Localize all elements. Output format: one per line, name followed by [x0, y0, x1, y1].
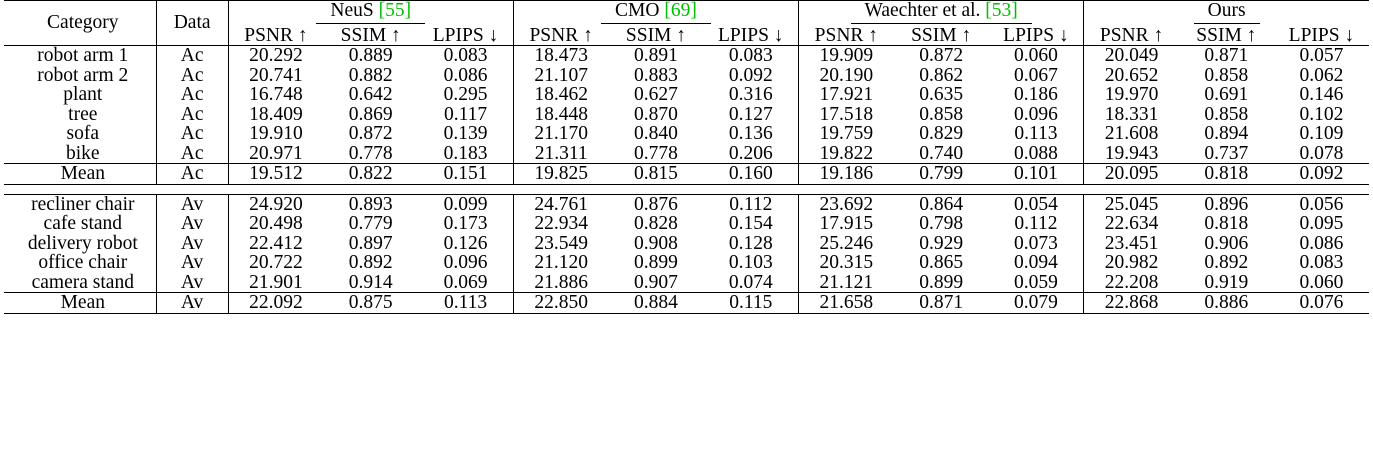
header-metric-psnr-ours: PSNR ↑ — [1084, 26, 1179, 46]
cell-value: 0.778 — [634, 142, 678, 164]
header-metric-lpips-neus: LPIPS ↓ — [432, 24, 499, 46]
cell-value: 0.186 — [1014, 84, 1058, 105]
cell-value: 18.331 — [1084, 105, 1179, 125]
cell-value: 0.146 — [1299, 84, 1344, 105]
table-row — [4, 46, 1369, 66]
header-group-waechter-name: Waechter et al. — [864, 0, 981, 21]
row-category: sofa — [66, 123, 100, 144]
cell-value: 0.858 — [919, 103, 964, 125]
cell-value: 0.173 — [443, 213, 488, 234]
cell-value: 0.088 — [1014, 142, 1058, 164]
row-category: plant — [63, 84, 103, 105]
cell-value: 0.778 — [348, 142, 393, 164]
cell-value: 0.906 — [1204, 232, 1249, 254]
cell-value: 0.929 — [919, 232, 964, 254]
table-row — [4, 105, 1369, 125]
cell-value: 0.054 — [1014, 193, 1058, 215]
row-category: robot arm 2 — [37, 64, 129, 86]
cell-value: 0.078 — [1299, 142, 1344, 164]
header-metric-ssim-ours: SSIM ↑ — [1196, 24, 1257, 46]
cell-value: 0.737 — [1204, 142, 1249, 164]
header-group-neus-citation[interactable]: [55] — [378, 0, 412, 21]
header-metric-psnr-cmo: PSNR ↑ — [513, 26, 608, 46]
cell-value: 0.889 — [323, 46, 418, 66]
cell-value: 0.183 — [443, 142, 488, 164]
cell-value: 0.891 — [608, 46, 703, 66]
cell-value: 0.872 — [348, 123, 393, 144]
row-data: Ac — [156, 85, 228, 105]
table-row-mean — [4, 293, 1369, 314]
cell-value: 0.871 — [894, 293, 989, 314]
header-group-cmo-name: CMO — [615, 0, 660, 21]
cell-value: 0.136 — [728, 123, 773, 144]
cell-value: 0.892 — [348, 252, 393, 273]
cell-value: 0.094 — [1014, 252, 1058, 273]
cell-value: 21.170 — [513, 124, 608, 144]
cell-value: 19.909 — [799, 46, 894, 66]
cell-value: 0.691 — [1204, 84, 1249, 105]
cell-value: 0.869 — [348, 103, 393, 125]
cell-value: 0.206 — [728, 142, 773, 164]
cell-value: 22.850 — [513, 293, 608, 314]
cell-value: 0.907 — [634, 271, 678, 293]
cell-value: 20.971 — [228, 144, 323, 164]
row-data: Av — [156, 234, 228, 254]
cell-value: 21.901 — [228, 273, 323, 293]
cell-value: 0.865 — [919, 252, 964, 273]
row-category: robot arm 1 — [4, 46, 156, 66]
cell-value: 0.871 — [1179, 46, 1274, 66]
cell-value: 18.409 — [228, 105, 323, 125]
cell-value: 16.748 — [228, 85, 323, 105]
row-category: Mean — [4, 293, 156, 314]
table-row — [4, 214, 1369, 234]
cell-value: 25.045 — [1084, 195, 1179, 215]
cell-value: 22.868 — [1084, 293, 1179, 314]
cell-value: 21.107 — [513, 66, 608, 86]
cell-value: 22.092 — [228, 293, 323, 314]
cell-value: 20.741 — [228, 66, 323, 86]
cell-value: 0.872 — [894, 46, 989, 66]
cell-value: 0.109 — [1299, 123, 1344, 144]
cell-value: 24.761 — [513, 195, 608, 215]
cell-value: 0.086 — [443, 64, 488, 86]
cell-value: 19.970 — [1084, 85, 1179, 105]
row-data: Av — [156, 293, 228, 314]
cell-value: 17.921 — [799, 85, 894, 105]
row-data: Ac — [156, 66, 228, 86]
cell-value: 0.083 — [1299, 252, 1344, 273]
cell-value: 0.882 — [348, 64, 393, 86]
header-metric-psnr-waechter: PSNR ↑ — [799, 26, 894, 46]
row-data: Ac — [156, 144, 228, 164]
cell-value: 0.818 — [1179, 164, 1274, 185]
cell-value: 0.908 — [634, 232, 678, 254]
row-category: cafe stand — [43, 213, 123, 234]
cell-value: 0.896 — [1204, 193, 1249, 215]
cell-value: 23.692 — [799, 195, 894, 215]
cell-value: 0.876 — [634, 193, 678, 215]
cell-value: 24.920 — [228, 195, 323, 215]
header-group-waechter-citation[interactable]: [53] — [985, 0, 1018, 21]
table-row — [4, 124, 1369, 144]
cell-value: 0.069 — [443, 271, 488, 293]
cell-value: 0.092 — [1274, 164, 1369, 185]
cell-value: 21.121 — [799, 273, 894, 293]
cell-value: 0.884 — [608, 293, 703, 314]
cell-value: 0.914 — [348, 271, 393, 293]
header-metric-ssim-neus: SSIM ↑ — [340, 24, 401, 46]
cell-value: 0.076 — [1274, 293, 1369, 314]
cell-value: 0.818 — [1204, 213, 1249, 234]
cell-value: 0.060 — [989, 46, 1084, 66]
cell-value: 0.115 — [703, 293, 798, 314]
cell-value: 21.658 — [799, 293, 894, 314]
cell-value: 22.208 — [1084, 273, 1179, 293]
cell-value: 0.128 — [728, 232, 773, 254]
cell-value: 0.899 — [634, 252, 678, 273]
cell-value: 0.151 — [418, 164, 513, 185]
cell-value: 17.518 — [799, 105, 894, 125]
cell-value: 21.886 — [513, 273, 608, 293]
section-divider — [4, 184, 1369, 194]
table-row — [4, 273, 1369, 293]
row-category: Mean — [4, 164, 156, 185]
table-row — [4, 144, 1369, 164]
table-row — [4, 66, 1369, 86]
row-category: bike — [66, 142, 100, 164]
cell-value: 0.079 — [989, 293, 1084, 314]
cell-value: 19.822 — [799, 144, 894, 164]
cell-value: 20.652 — [1084, 66, 1179, 86]
row-category: office chair — [38, 252, 128, 273]
cell-value: 18.448 — [513, 105, 608, 125]
cell-value: 0.627 — [634, 84, 678, 105]
cell-value: 0.316 — [728, 84, 773, 105]
cell-value: 25.246 — [799, 234, 894, 254]
cell-value: 19.825 — [513, 164, 608, 185]
cell-value: 0.112 — [1014, 213, 1058, 234]
cell-value: 20.095 — [1084, 164, 1179, 185]
row-data: Ac — [156, 105, 228, 125]
header-group-neus-name: NeuS — [330, 0, 374, 21]
cell-value: 0.113 — [418, 293, 513, 314]
cell-value: 0.154 — [728, 213, 773, 234]
cell-value: 0.112 — [729, 193, 773, 215]
cell-value: 0.779 — [348, 213, 393, 234]
cell-value: 19.759 — [799, 124, 894, 144]
cell-value: 0.117 — [443, 103, 488, 125]
cell-value: 0.897 — [348, 232, 393, 254]
cell-value: 20.190 — [799, 66, 894, 86]
cell-value: 0.635 — [919, 84, 964, 105]
cell-value: 0.160 — [703, 164, 798, 185]
cell-value: 20.722 — [228, 253, 323, 273]
cell-value: 0.102 — [1299, 103, 1344, 125]
cell-value: 0.056 — [1299, 193, 1344, 215]
row-category: delivery robot — [27, 232, 138, 254]
cell-value: 0.060 — [1299, 271, 1344, 293]
cell-value: 0.083 — [418, 46, 513, 66]
header-group-ours — [1084, 1, 1369, 26]
table-row — [4, 253, 1369, 273]
row-data: Ac — [156, 124, 228, 144]
header-metric-ssim-cmo: SSIM ↑ — [625, 24, 687, 46]
cell-value: 19.186 — [799, 164, 894, 185]
cell-value: 21.120 — [513, 253, 608, 273]
cell-value: 0.295 — [443, 84, 488, 105]
table-row — [4, 85, 1369, 105]
cell-value: 0.886 — [1179, 293, 1274, 314]
cell-value: 19.910 — [228, 124, 323, 144]
header-metric-lpips-cmo: LPIPS ↓ — [717, 24, 784, 46]
header-group-cmo-citation[interactable]: [69] — [664, 0, 697, 21]
cell-value: 0.103 — [728, 252, 773, 273]
cell-value: 0.875 — [323, 293, 418, 314]
cell-value: 0.092 — [728, 64, 773, 86]
cell-value: 0.073 — [1014, 232, 1058, 254]
cell-value: 18.473 — [513, 46, 608, 66]
cell-value: 20.049 — [1084, 46, 1179, 66]
cell-value: 0.101 — [989, 164, 1084, 185]
cell-value: 0.740 — [919, 142, 964, 164]
cell-value: 0.919 — [1204, 271, 1249, 293]
cell-value: 22.412 — [228, 234, 323, 254]
cell-value: 20.292 — [228, 46, 323, 66]
cell-value: 0.862 — [919, 64, 964, 86]
row-data: Av — [156, 214, 228, 234]
header-group-neus — [228, 1, 513, 26]
row-data: Av — [156, 273, 228, 293]
cell-value: 0.083 — [703, 46, 798, 66]
cell-value: 0.893 — [348, 193, 393, 215]
row-data: Ac — [156, 46, 228, 66]
cell-value: 0.858 — [1204, 64, 1249, 86]
cell-value: 23.451 — [1084, 234, 1179, 254]
cell-value: 0.062 — [1299, 64, 1344, 86]
cell-value: 0.067 — [1014, 64, 1058, 86]
header-group-ours-name: Ours — [1207, 0, 1246, 21]
results-table — [4, 0, 1369, 314]
cell-value: 21.608 — [1084, 124, 1179, 144]
cell-value: 0.894 — [1204, 123, 1249, 144]
cell-value: 17.915 — [799, 214, 894, 234]
cell-value: 0.126 — [443, 232, 488, 254]
cell-value: 22.934 — [513, 214, 608, 234]
cell-value: 0.127 — [728, 103, 773, 125]
cell-value: 0.870 — [634, 103, 678, 125]
cell-value: 20.982 — [1084, 253, 1179, 273]
cell-value: 0.059 — [1014, 271, 1058, 293]
table-row-mean — [4, 164, 1369, 185]
header-metric-ssim-waechter: SSIM ↑ — [911, 24, 972, 46]
cell-value: 0.892 — [1204, 252, 1249, 273]
header-metric-lpips-waechter: LPIPS ↓ — [1003, 24, 1069, 46]
cell-value: 0.798 — [919, 213, 964, 234]
cell-value: 0.086 — [1299, 232, 1344, 254]
table-row — [4, 234, 1369, 254]
cell-value: 0.799 — [894, 164, 989, 185]
cell-value: 0.096 — [1014, 103, 1058, 125]
cell-value: 19.512 — [228, 164, 323, 185]
row-data: Av — [156, 195, 228, 215]
cell-value: 0.899 — [919, 271, 964, 293]
table-row — [4, 195, 1369, 215]
table-header-groups — [4, 1, 1369, 26]
cell-value: 0.815 — [608, 164, 703, 185]
header-category: Category — [4, 1, 156, 46]
header-metric-psnr-neus: PSNR ↑ — [228, 26, 323, 46]
cell-value: 20.315 — [799, 253, 894, 273]
cell-value: 0.864 — [919, 193, 964, 215]
row-category: camera stand — [31, 271, 134, 293]
cell-value: 0.840 — [634, 123, 678, 144]
cell-value: 18.462 — [513, 85, 608, 105]
header-metric-lpips-ours: LPIPS ↓ — [1288, 24, 1355, 46]
cell-value: 21.311 — [513, 144, 608, 164]
cell-value: 0.139 — [443, 123, 488, 144]
cell-value: 20.498 — [228, 214, 323, 234]
cell-value: 23.549 — [513, 234, 608, 254]
row-data: Ac — [156, 164, 228, 185]
cell-value: 0.858 — [1204, 103, 1249, 125]
cell-value: 0.099 — [443, 193, 488, 215]
cell-value: 0.642 — [348, 84, 393, 105]
cell-value: 0.074 — [728, 271, 773, 293]
cell-value: 19.943 — [1084, 144, 1179, 164]
cell-value: 0.113 — [1014, 123, 1058, 144]
header-data: Data — [156, 1, 228, 46]
cell-value: 0.883 — [634, 64, 678, 86]
cell-value: 0.096 — [443, 252, 488, 273]
row-category: tree — [68, 103, 98, 125]
cell-value: 0.828 — [634, 213, 678, 234]
header-group-cmo — [513, 1, 798, 26]
cell-value: 0.057 — [1274, 46, 1369, 66]
row-data: Av — [156, 253, 228, 273]
cell-value: 22.634 — [1084, 214, 1179, 234]
cell-value: 0.822 — [323, 164, 418, 185]
cell-value: 0.829 — [919, 123, 964, 144]
header-group-waechter — [799, 1, 1084, 26]
row-category: recliner chair — [31, 193, 135, 215]
cell-value: 0.095 — [1299, 213, 1344, 234]
